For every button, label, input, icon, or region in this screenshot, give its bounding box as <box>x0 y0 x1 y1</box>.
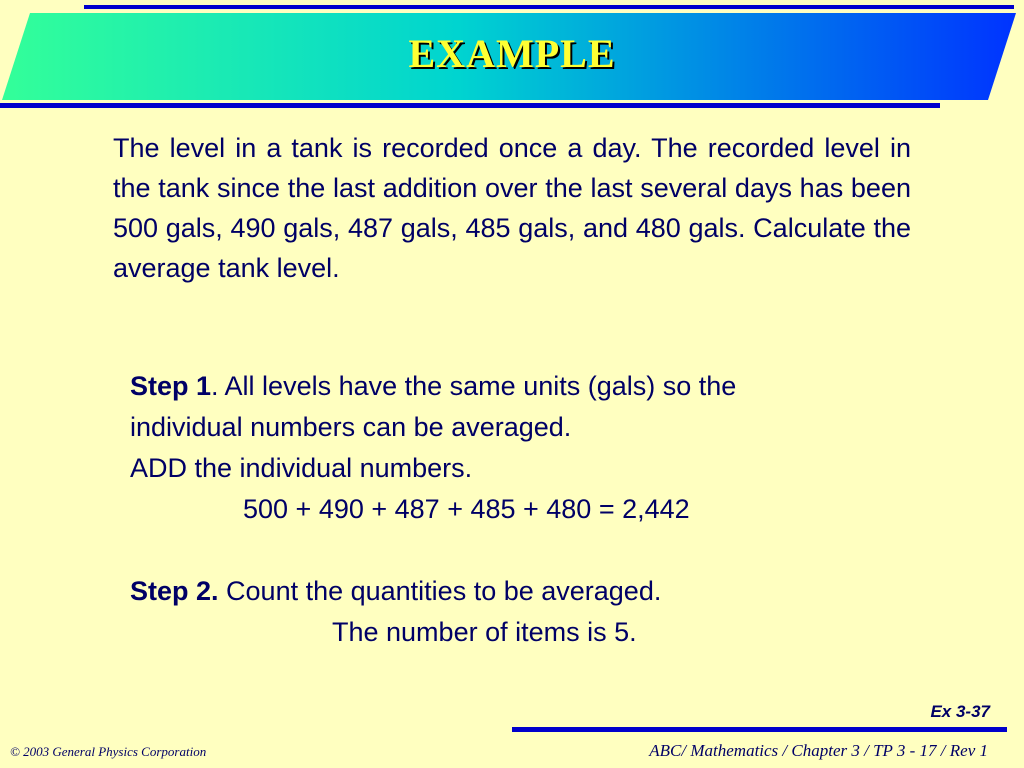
step-1-label: Step 1 <box>130 371 212 401</box>
step-2-text: Count the quantities to be averaged. <box>218 576 662 606</box>
problem-statement: The level in a tank is recorded once a day. The recorded level in the tank since the last addition over the last several days has been 500 gals, 490 gals, 487 gals, 485 gals, and 480 gals. Calculate the average tank level. <box>113 133 911 283</box>
step-spacer <box>130 530 930 571</box>
step-1-line-2: individual numbers can be averaged. <box>130 412 572 442</box>
solution-steps <box>130 366 930 653</box>
step-1-equation: 500 + 490 + 487 + 485 + 480 = 2,442 <box>243 494 690 524</box>
header-top-rule <box>84 5 1014 9</box>
copyright-notice: © 2003 General Physics Corporation <box>10 744 207 759</box>
example-number: Ex 3-37 <box>930 702 990 721</box>
step-2-line-1 <box>130 571 930 612</box>
course-reference: ABC/ Mathematics / Chapter 3 / TP 3 - 17 / Rev 1 <box>649 741 988 760</box>
step-1-line-3: ADD the individual numbers. <box>130 453 473 483</box>
step-2-label: Step 2. <box>130 576 219 606</box>
step-2-result: The number of items is 5. <box>332 617 637 647</box>
header-bottom-rule <box>0 103 940 108</box>
step-1-line-1 <box>130 366 930 407</box>
footer-rule <box>512 727 1007 732</box>
step-1-text: . All levels have the same units (gals) so the <box>211 371 737 401</box>
slide-title: EXAMPLE <box>408 31 616 76</box>
